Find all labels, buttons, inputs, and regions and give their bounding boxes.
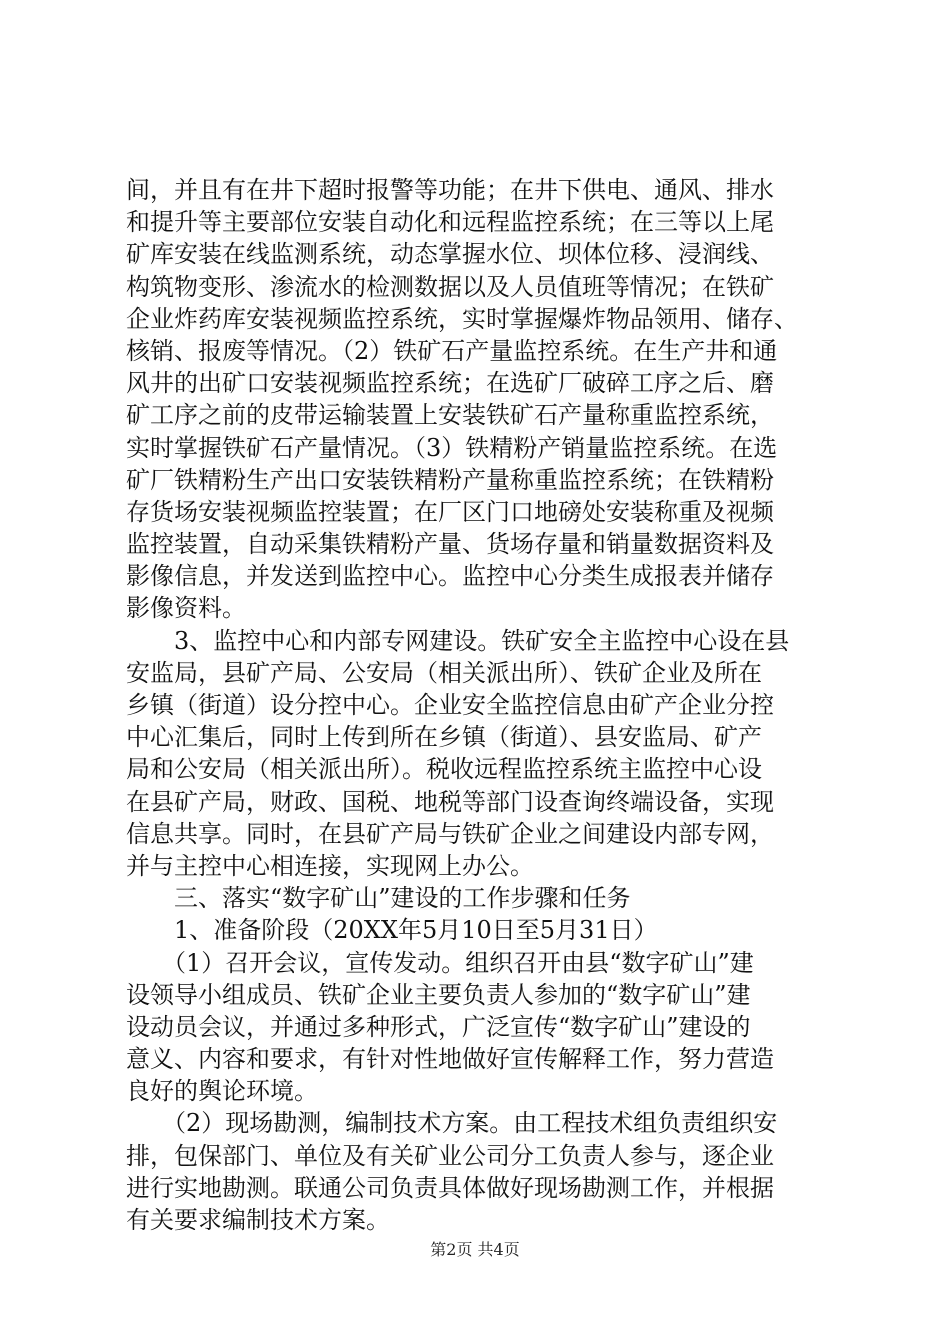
text-line: 安监局，县矿产局、公安局（相关派出所）、铁矿企业及所在 — [126, 658, 762, 687]
page-number-footer: 第2页 共4页 — [430, 1240, 520, 1259]
text-line: 乡镇（街道）设分控中心。企业安全监控信息由矿产企业分控 — [126, 691, 774, 719]
text-line: 影像资料。 — [126, 594, 246, 623]
text-line: 进行实地勘测。联通公司负责具体做好现场勘测工作，并根据 — [126, 1173, 774, 1202]
text-line: 核销、报废等情况。（2）铁矿石产量监控系统。在生产井和通 — [126, 336, 778, 365]
text-line: 存货场安装视频监控装置；在厂区门口地磅处安装称重及视频 — [126, 497, 774, 526]
text-line: 企业炸药库安装视频监控系统，实时掌握爆炸物品领用、储存、 — [126, 304, 798, 333]
text-line: 设动员会议，并通过多种形式，广泛宣传“数字矿山”建设的 — [126, 1012, 751, 1041]
section-heading: 三、落实“数字矿山”建设的工作步骤和任务 — [126, 884, 631, 913]
text-line: 监控装置，自动采集铁精粉产量、货场存量和销量数据资料及 — [126, 530, 774, 559]
subsection-heading: 1、准备阶段（20XX年5月10日至5月31日） — [126, 916, 658, 945]
text-line: 有关要求编制技术方案。 — [126, 1206, 390, 1234]
text-line: 意义、内容和要求，有针对性地做好宣传解释工作，努力营造 — [126, 1045, 774, 1074]
text-line: 良好的舆论环境。 — [126, 1077, 318, 1106]
text-line: 并与主控中心相连接，实现网上办公。 — [126, 851, 534, 880]
text-line: 局和公安局（相关派出所）。税收远程监控系统主监控中心设 — [126, 755, 762, 784]
text-line: 在县矿产局，财政、国税、地税等部门设查询终端设备，实现 — [126, 787, 774, 816]
text-line: 风井的出矿口安装视频监控系统；在选矿厂破碎工序之后、磨 — [126, 369, 774, 398]
text-line: 排，包保部门、单位及有关矿业公司分工负责人参与，逐企业 — [126, 1141, 774, 1170]
text-line: 3、监控中心和内部专网建设。铁矿安全主监控中心设在县 — [126, 626, 790, 655]
text-line: 和提升等主要部位安装自动化和远程监控系统；在三等以上尾 — [126, 208, 774, 237]
body-text — [126, 174, 846, 1236]
text-line: 矿厂铁精粉生产出口安装铁精粉产量称重监控系统；在铁精粉 — [126, 465, 774, 494]
text-line: 构筑物变形、渗流水的检测数据以及人员值班等情况；在铁矿 — [126, 272, 774, 301]
text-line: （2）现场勘测，编制技术方案。由工程技术组负责组织安 — [126, 1109, 778, 1138]
text-line: 矿工序之前的皮带运输装置上安装铁矿石产量称重监控系统， — [126, 401, 774, 430]
text-line: 实时掌握铁矿石产量情况。（3）铁精粉产销量监控系统。在选 — [126, 433, 778, 462]
text-line: （1）召开会议，宣传发动。组织召开由县“数字矿山”建 — [126, 948, 754, 977]
text-line: 中心汇集后，同时上传到所在乡镇（街道）、县安监局、矿产 — [126, 723, 762, 752]
text-line: 间，并且有在井下超时报警等功能；在井下供电、通风、排水 — [126, 176, 774, 204]
text-line: 矿库安装在线监测系统，动态掌握水位、坝体位移、浸润线、 — [126, 240, 774, 269]
text-line: 影像信息，并发送到监控中心。监控中心分类生成报表并储存 — [126, 562, 774, 591]
text-line: 信息共享。同时，在县矿产局与铁矿企业之间建设内部专网， — [126, 819, 774, 848]
text-line: 设领导小组成员、铁矿企业主要负责人参加的“数字矿山”建 — [126, 980, 751, 1009]
